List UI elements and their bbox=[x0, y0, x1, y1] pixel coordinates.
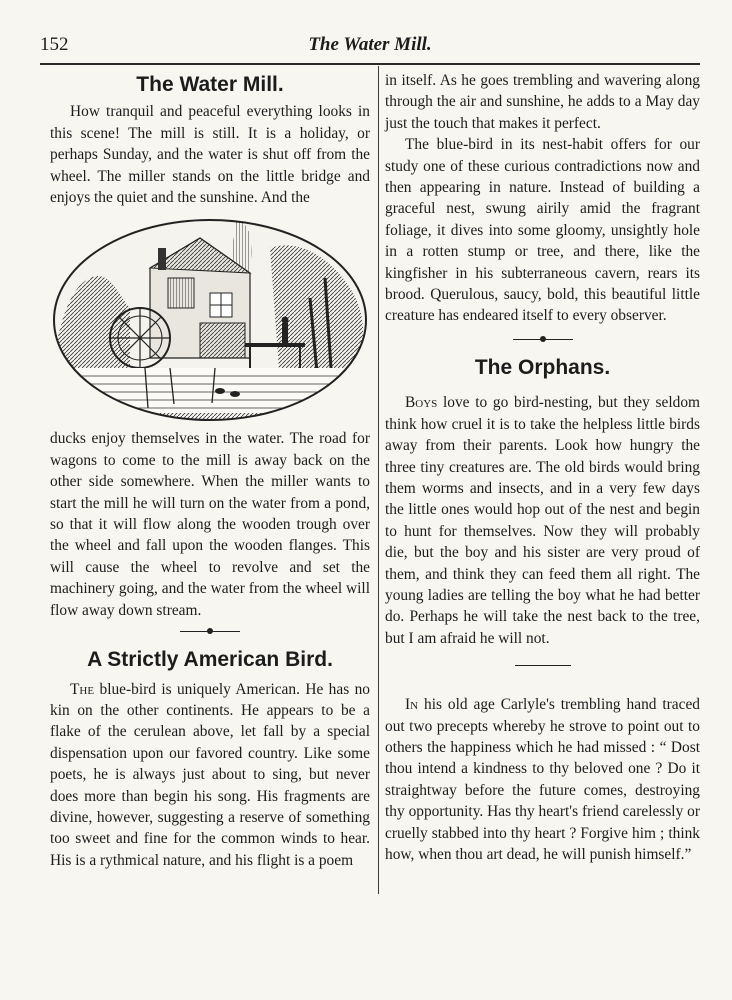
carlyle-paragraph-text: his old age Carlyle's trembling hand traced out two precepts whereby he strove to point out to others the happiness which he had missed : “ Dost thou intend a kindness to thy beloved one ? Do it straightway before the future comes, destroying thy opportunity. Has thy heart's friend carelessly or cruelly stabbed into thy heart ? Forgive him ; think how, when thou art dead, he will punish himself.” bbox=[385, 696, 700, 863]
bird-paragraph-1-continued: in itself. As he goes trembling and wavering along through the air and sunshine, he adds to a May day just the touch that makes it perfect. bbox=[385, 72, 700, 132]
water-mill-paragraph-1: How tranquil and peaceful everything looks in this scene! The mill is still. It is a holiday, or perhaps Sunday, and the water is shut off from the wheel. The miller stands on the little bridge and enjoys the quiet and the sunshine. And the bbox=[50, 103, 370, 207]
orphans-heading: The Orphans. bbox=[474, 355, 611, 379]
orphans-lead-word: Boys bbox=[405, 394, 438, 412]
page-number: 152 bbox=[40, 34, 69, 55]
column-divider bbox=[378, 66, 379, 894]
water-mill-illustration bbox=[50, 208, 370, 428]
right-column bbox=[385, 70, 700, 865]
bird-paragraph-1 bbox=[50, 679, 370, 872]
section-ornament bbox=[513, 333, 573, 347]
water-mill-heading: The Water Mill. bbox=[136, 73, 284, 96]
section-ornament bbox=[180, 625, 240, 639]
carlyle-paragraph bbox=[385, 694, 700, 865]
bird-lead-word: The bbox=[70, 680, 95, 698]
carlyle-lead-word: In bbox=[405, 696, 419, 714]
orphans-paragraph-1 bbox=[385, 392, 700, 649]
water-mill-paragraph-2: ducks enjoy themselves in the water. The road for wagons to come to the mill is away back on the other side somewhere. When the miller wants to start the mill he will turn on the water from a pond, so that it will flow along the wooden trough over the wheel and fall upon the wooden flanges. This will cause the wheel to revolve and set the machinery going, and the water from the wheel will flow away down stream. bbox=[50, 430, 370, 619]
running-title: The Water Mill. bbox=[308, 34, 432, 55]
page-header bbox=[40, 32, 700, 58]
bird-paragraph-1-text: blue-bird is uniquely American. He has no kin on the other continents. He appears to be a flake of the cerulean above, let fall by a special dispensation upon our favored country. Like some poets, he is always just about to sing, but never does more than begin his song. His fragments are divine, however, suggesting a reserve of something too sweet and fine for the common winds to hear. His is a rythmical nature, and his flight is a poem bbox=[50, 680, 370, 869]
header-rule bbox=[40, 63, 700, 65]
section-rule bbox=[515, 665, 571, 666]
bird-heading: A Strictly American Bird. bbox=[87, 648, 333, 672]
left-column bbox=[50, 70, 370, 871]
orphans-paragraph-1-text: love to go bird-nesting, but they seldom think how cruel it is to take the helpless little birds away from their parents. Look how hungry the three tiny creatures are. The old birds would bring them worms and insects, and in a very few days the little ones would hop out of the nest and begin to hunt for themselves. Now they will probably die, but the boy and his sister are very proud of them, and think they can feed them all right. The young ladies are telling the boy what he had better do. Perhaps he will take the nest back to the tree, but I am afraid he will not. bbox=[385, 394, 700, 647]
bird-paragraph-2: The blue-bird in its nest-habit offers for our study one of these curious contradictions now and then appearing in nature. Instead of building a graceful nest, swung airily amid the fragrant foliage, it dives into some gloomy, unsightly hole in a rotten stump or tree, and there, like the kingfisher in his subterraneous cavern, rears its brood. Querulous, saucy, bold, this beautiful little creature has endeared itself to every observer. bbox=[385, 136, 700, 325]
